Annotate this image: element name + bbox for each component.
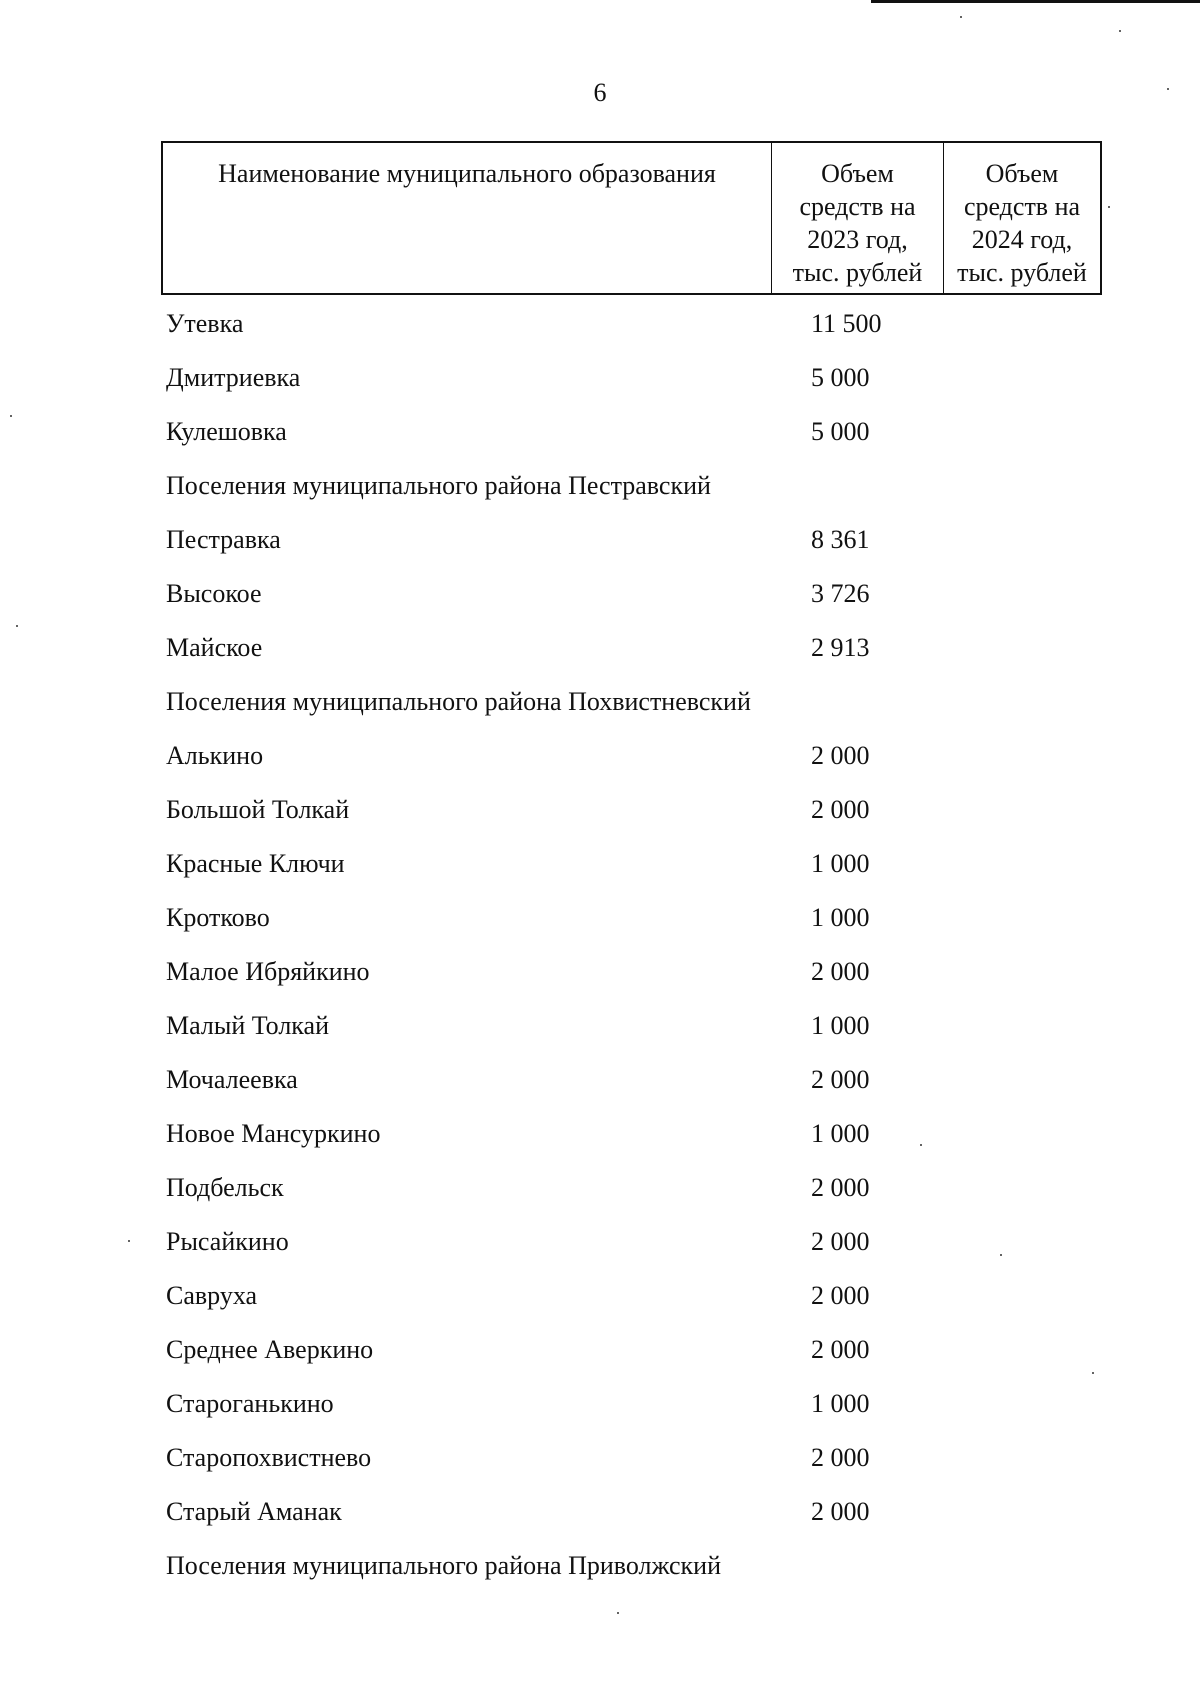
table-row <box>161 621 1102 675</box>
amount-2023: 5 000 <box>811 363 870 392</box>
table-row <box>161 1107 1102 1161</box>
table-row <box>161 1215 1102 1269</box>
header-2023-line: средств на <box>799 192 916 221</box>
table-row <box>161 891 1102 945</box>
section-heading: Поселения муниципального района Похвистневский <box>166 687 751 716</box>
table-row <box>161 999 1102 1053</box>
municipality-name: Майское <box>166 633 263 662</box>
page-number: 6 <box>593 78 607 107</box>
section-heading: Поселения муниципального района Пестравский <box>166 471 711 500</box>
amount-2023: 1 000 <box>811 1119 870 1148</box>
scan-speck <box>920 1144 922 1146</box>
table-row <box>161 837 1102 891</box>
table-row <box>161 297 1102 351</box>
amount-2023: 8 361 <box>811 525 870 554</box>
municipality-name: Новое Мансуркино <box>166 1119 381 1148</box>
municipality-name: Малый Толкай <box>166 1011 329 1040</box>
amount-2023: 2 000 <box>811 1497 870 1526</box>
table-row <box>161 1485 1102 1539</box>
amount-2023: 1 000 <box>811 1389 870 1418</box>
table-row <box>161 729 1102 783</box>
scan-speck <box>1119 30 1121 32</box>
allocation-table <box>161 141 1102 1593</box>
table-row <box>161 945 1102 999</box>
amount-2023: 2 000 <box>811 1173 870 1202</box>
municipality-name: Утевка <box>166 309 244 338</box>
header-amount-2024 <box>944 143 1100 293</box>
scan-speck <box>1092 1372 1094 1374</box>
amount-2023: 2 000 <box>811 1065 870 1094</box>
table-row <box>161 1269 1102 1323</box>
scan-speck <box>617 1612 619 1614</box>
header-2024-line: средств на <box>963 192 1081 221</box>
table-row-section <box>161 1539 1102 1593</box>
municipality-name: Алькино <box>166 741 264 770</box>
scan-speck <box>16 625 18 627</box>
municipality-name: Пестравка <box>166 525 281 554</box>
amount-2023: 1 000 <box>811 903 870 932</box>
header-2024-line: 2024 год, <box>971 225 1073 254</box>
amount-2023: 2 000 <box>811 957 870 986</box>
municipality-name: Среднее Аверкино <box>166 1335 374 1364</box>
header-2024-line: тыс. рублей <box>957 258 1087 287</box>
amount-2023: 2 000 <box>811 1335 870 1364</box>
header-municipality-name: Наименование муниципального образования <box>163 143 772 293</box>
municipality-name: Подбельск <box>166 1173 284 1202</box>
municipality-name: Кротково <box>166 903 270 932</box>
header-2023-line: тыс. рублей <box>792 258 923 287</box>
table-row <box>161 1431 1102 1485</box>
table-row <box>161 405 1102 459</box>
amount-2023: 2 000 <box>811 1227 870 1256</box>
amount-2023: 1 000 <box>811 1011 870 1040</box>
municipality-name: Кулешовка <box>166 417 287 446</box>
table-row <box>161 513 1102 567</box>
table-row <box>161 1377 1102 1431</box>
amount-2023: 2 000 <box>811 795 870 824</box>
section-heading: Поселения муниципального района Приволжский <box>166 1551 722 1580</box>
table-header <box>161 141 1102 295</box>
amount-2023: 5 000 <box>811 417 870 446</box>
scan-speck <box>1108 206 1110 208</box>
table-row <box>161 567 1102 621</box>
header-2023-line: 2023 год, <box>807 225 908 254</box>
municipality-name: Старопохвистнево <box>166 1443 372 1472</box>
municipality-name: Староганькино <box>166 1389 334 1418</box>
municipality-name: Савруха <box>166 1281 258 1310</box>
table-row-section <box>161 675 1102 729</box>
table-row <box>161 783 1102 837</box>
scan-speck <box>960 16 962 18</box>
municipality-name: Высокое <box>166 579 262 608</box>
table-row-section <box>161 459 1102 513</box>
scan-speck <box>128 1240 130 1242</box>
scan-speck <box>1167 88 1169 90</box>
scan-speck <box>10 415 12 417</box>
municipality-name: Красные Ключи <box>166 849 345 878</box>
table-body <box>161 297 1102 1593</box>
table-row <box>161 1161 1102 1215</box>
municipality-name: Большой Толкай <box>166 795 350 824</box>
header-2024-line: Объем <box>985 159 1059 188</box>
municipality-name: Рысайкино <box>166 1227 289 1256</box>
header-2023-line: Объем <box>821 159 894 188</box>
table-row <box>161 1053 1102 1107</box>
municipality-name: Дмитриевка <box>166 363 301 392</box>
table-row <box>161 351 1102 405</box>
table-row <box>161 1323 1102 1377</box>
amount-2023: 2 000 <box>811 1443 870 1472</box>
amount-2023: 2 000 <box>811 741 870 770</box>
top-rule <box>871 0 1200 3</box>
amount-2023: 3 726 <box>811 579 870 608</box>
municipality-name: Мочалеевка <box>166 1065 298 1094</box>
amount-2023: 2 000 <box>811 1281 870 1310</box>
header-amount-2023 <box>772 143 944 293</box>
amount-2023: 2 913 <box>811 633 870 662</box>
amount-2023: 1 000 <box>811 849 870 878</box>
amount-2023: 11 500 <box>811 309 882 338</box>
scan-speck <box>1000 1254 1002 1256</box>
municipality-name: Старый Аманак <box>166 1497 342 1526</box>
municipality-name: Малое Ибряйкино <box>166 957 370 986</box>
